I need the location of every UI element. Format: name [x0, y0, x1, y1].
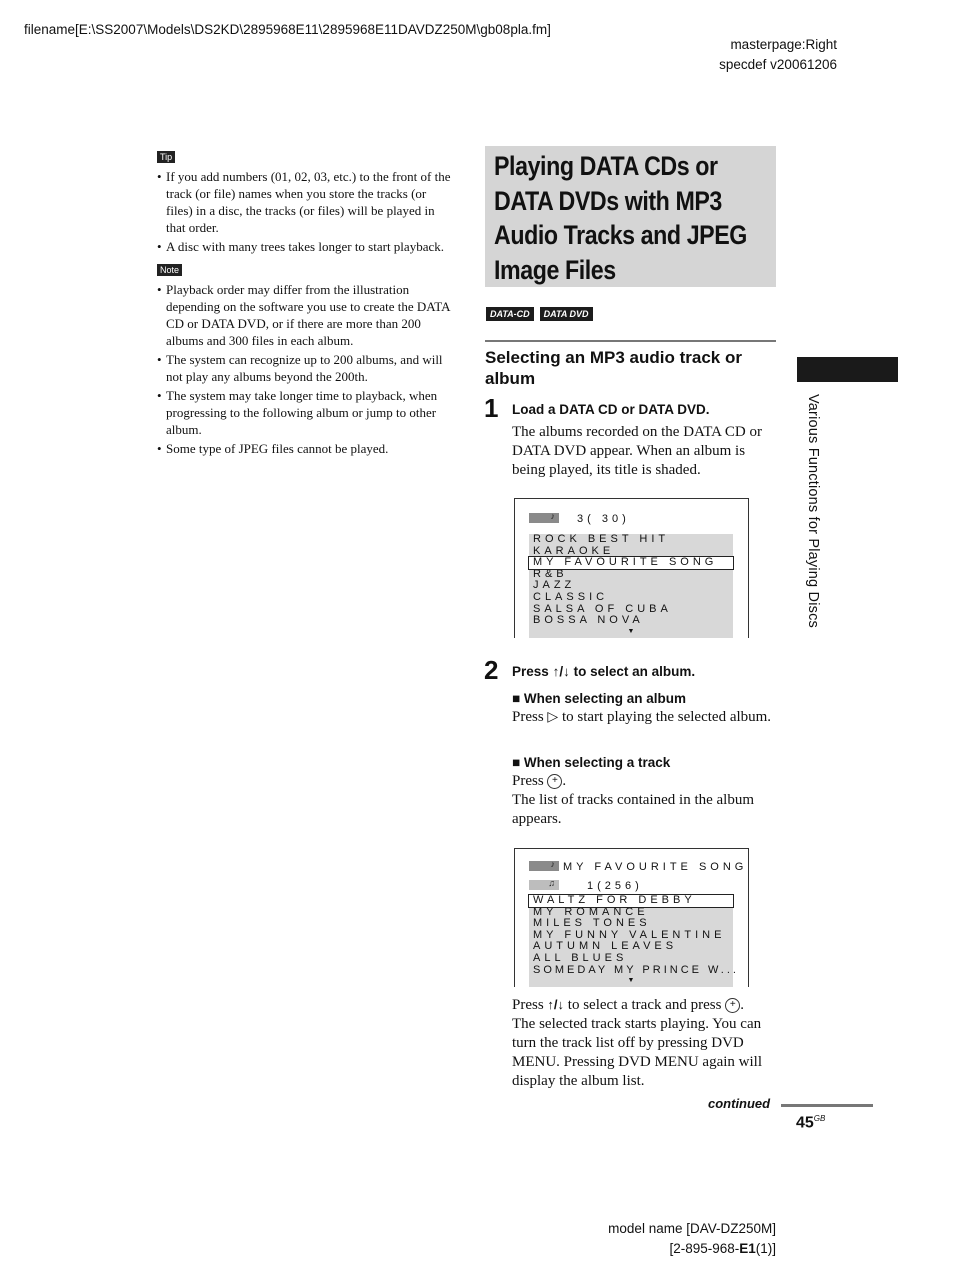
note-list: [157, 281, 453, 457]
music-note-icon: ♫: [529, 880, 559, 890]
folder-icon: ♪: [529, 861, 559, 871]
data-dvd-badge: DATA DVD: [540, 307, 593, 321]
track-playing-text: The selected track starts playing. You can turn the track list off by pressing DVD MENU. Pressing DVD MENU again will display the album list.: [512, 1016, 762, 1089]
tip-item: • A disc with many trees takes longer to start playback.: [157, 238, 453, 255]
album-title: MY FAVOURITE SONG: [563, 861, 748, 873]
page-number: [796, 1114, 825, 1132]
select-track-line: [512, 995, 777, 1015]
step-2-number: 2: [484, 655, 499, 685]
sub-album-body: [512, 708, 777, 727]
data-cd-badge: DATA-CD: [486, 307, 534, 321]
album-item[interactable]: KARAOKE: [533, 544, 615, 557]
model-code: [608, 1239, 776, 1259]
sub-track-body: [512, 772, 777, 829]
sub-album-text: to start playing the selected album.: [561, 709, 772, 725]
scroll-down-icon: ▼: [627, 626, 635, 635]
period-text: .: [740, 997, 744, 1013]
page-number-suffix: GB: [813, 1114, 826, 1123]
filename-header: filename[E:\SS2007\Models\DS2KD\2895968E11\2895968E11DAVDZ250M\gb08pla.fm]: [24, 22, 551, 37]
play-icon: ▷: [547, 710, 559, 725]
square-bullet-icon: ■: [512, 755, 521, 770]
sub-track-text: The list of tracks contained in the album appears.: [512, 792, 755, 827]
track-list-header: [529, 857, 747, 894]
folder-icon: ♪: [529, 513, 559, 523]
track-item[interactable]: ALL BLUES: [533, 951, 628, 964]
tip-block: [157, 147, 453, 257]
square-bullet-icon: ■: [512, 691, 521, 706]
note-label: Note: [157, 264, 182, 276]
scroll-down-icon: ▼: [627, 976, 635, 985]
up-down-arrow-icon: ↑/↓: [552, 664, 570, 679]
masterpage-text: masterpage:Right: [730, 37, 837, 52]
sub-heading-track: [512, 754, 670, 772]
continued-label: continued: [708, 1096, 771, 1111]
press-text: Press: [512, 997, 544, 1013]
step-2-press: Press: [512, 664, 549, 679]
note-item: • Playback order may differ from the illustration depending on the software you use to create the DATA CD or DATA DVD, or if there are more than 200 albums and 300 files in each album.: [157, 281, 453, 349]
album-item-selected[interactable]: MY FAVOURITE SONG: [529, 557, 733, 569]
track-item[interactable]: MY ROMANCE: [533, 905, 649, 918]
page-number-value: 45: [796, 1114, 814, 1132]
track-item[interactable]: AUTUMN LEAVES: [533, 940, 678, 953]
tip-list: [157, 168, 453, 255]
sub-track-press-line: [512, 772, 777, 791]
album-list-header: [529, 509, 630, 527]
continued-rule: [781, 1104, 873, 1107]
album-item[interactable]: BOSSA NOVA: [533, 614, 644, 627]
note-item: • The system may take longer time to playback, when progressing to the following album or jump to other album.: [157, 387, 453, 438]
track-list: [529, 894, 739, 987]
section-heading-wrap: [485, 347, 780, 389]
model-code-bold: E1: [739, 1241, 756, 1256]
press-text: Press: [512, 709, 544, 725]
model-code-prefix: [2-895-968-: [669, 1241, 740, 1256]
section-rule: [485, 340, 776, 342]
track-counter: 1(256): [587, 880, 643, 892]
after-track-list-body: [512, 995, 777, 1091]
note-block: [157, 260, 453, 459]
sub-heading-track-text: When selecting a track: [523, 755, 671, 770]
track-item-selected[interactable]: WALTZ FOR DEBBY: [529, 895, 733, 907]
track-item[interactable]: SOMEDAY MY PRINCE W...: [533, 963, 739, 976]
side-tab-label: Various Functions for Playing Discs: [805, 394, 821, 628]
section-heading: Selecting an MP3 audio track or album: [485, 348, 742, 388]
album-item[interactable]: JAZZ: [533, 579, 576, 592]
album-item[interactable]: ROCK BEST HIT: [533, 533, 670, 545]
step-1-number: 1: [484, 393, 499, 423]
album-list: [529, 534, 733, 638]
page-title-box: [485, 146, 776, 287]
tip-label: Tip: [157, 151, 175, 163]
model-name: model name [DAV-DZ250M]: [608, 1221, 776, 1236]
period-text: .: [562, 773, 567, 789]
album-item[interactable]: SALSA OF CUBA: [533, 602, 672, 615]
track-item[interactable]: MY FUNNY VALENTINE: [533, 928, 726, 941]
album-item[interactable]: CLASSIC: [533, 590, 609, 603]
album-counter: 3( 30): [577, 513, 630, 525]
track-item[interactable]: MILES TONES: [533, 917, 651, 930]
tip-item: • If you add numbers (01, 02, 03, etc.) to the front of the track (or file) names when you store the tracks (or files) in a disc, the tracks (or files) will be played in that order.: [157, 168, 453, 236]
select-track-text: to select a track and press: [567, 997, 722, 1013]
press-text: Press: [512, 773, 544, 789]
step-1-title: Load a DATA CD or DATA DVD.: [512, 402, 710, 417]
page-title: Playing DATA CDs or DATA DVDs with MP3 Audio Tracks and JPEG Image Files: [494, 151, 747, 285]
model-code-suffix: (1)]: [755, 1241, 776, 1256]
sub-heading-album-text: When selecting an album: [523, 691, 686, 706]
album-item[interactable]: R&B: [533, 567, 568, 580]
step-1-body: The albums recorded on the DATA CD or DATA DVD appear. When an album is being played, its title is shaded.: [512, 424, 762, 478]
step-2-title: [512, 664, 695, 679]
track-list-screen: [514, 848, 749, 987]
enter-button-icon: +: [725, 998, 740, 1013]
note-item: • Some type of JPEG files cannot be played.: [157, 440, 453, 457]
footer-info: [608, 1219, 776, 1259]
album-list-screen: [514, 498, 749, 638]
enter-button-icon: +: [547, 774, 562, 789]
side-tab-marker: [797, 357, 898, 382]
specdef-text: specdef v20061206: [719, 57, 837, 72]
sub-heading-album: [512, 690, 686, 708]
masterpage-header: [719, 35, 837, 75]
step-2-title-tail: to select an album.: [573, 664, 696, 679]
disc-type-badges: [486, 304, 599, 322]
up-down-arrow-icon: ↑/↓: [547, 997, 565, 1012]
note-item: • The system can recognize up to 200 albums, and will not play any albums beyond the 200th.: [157, 351, 453, 385]
